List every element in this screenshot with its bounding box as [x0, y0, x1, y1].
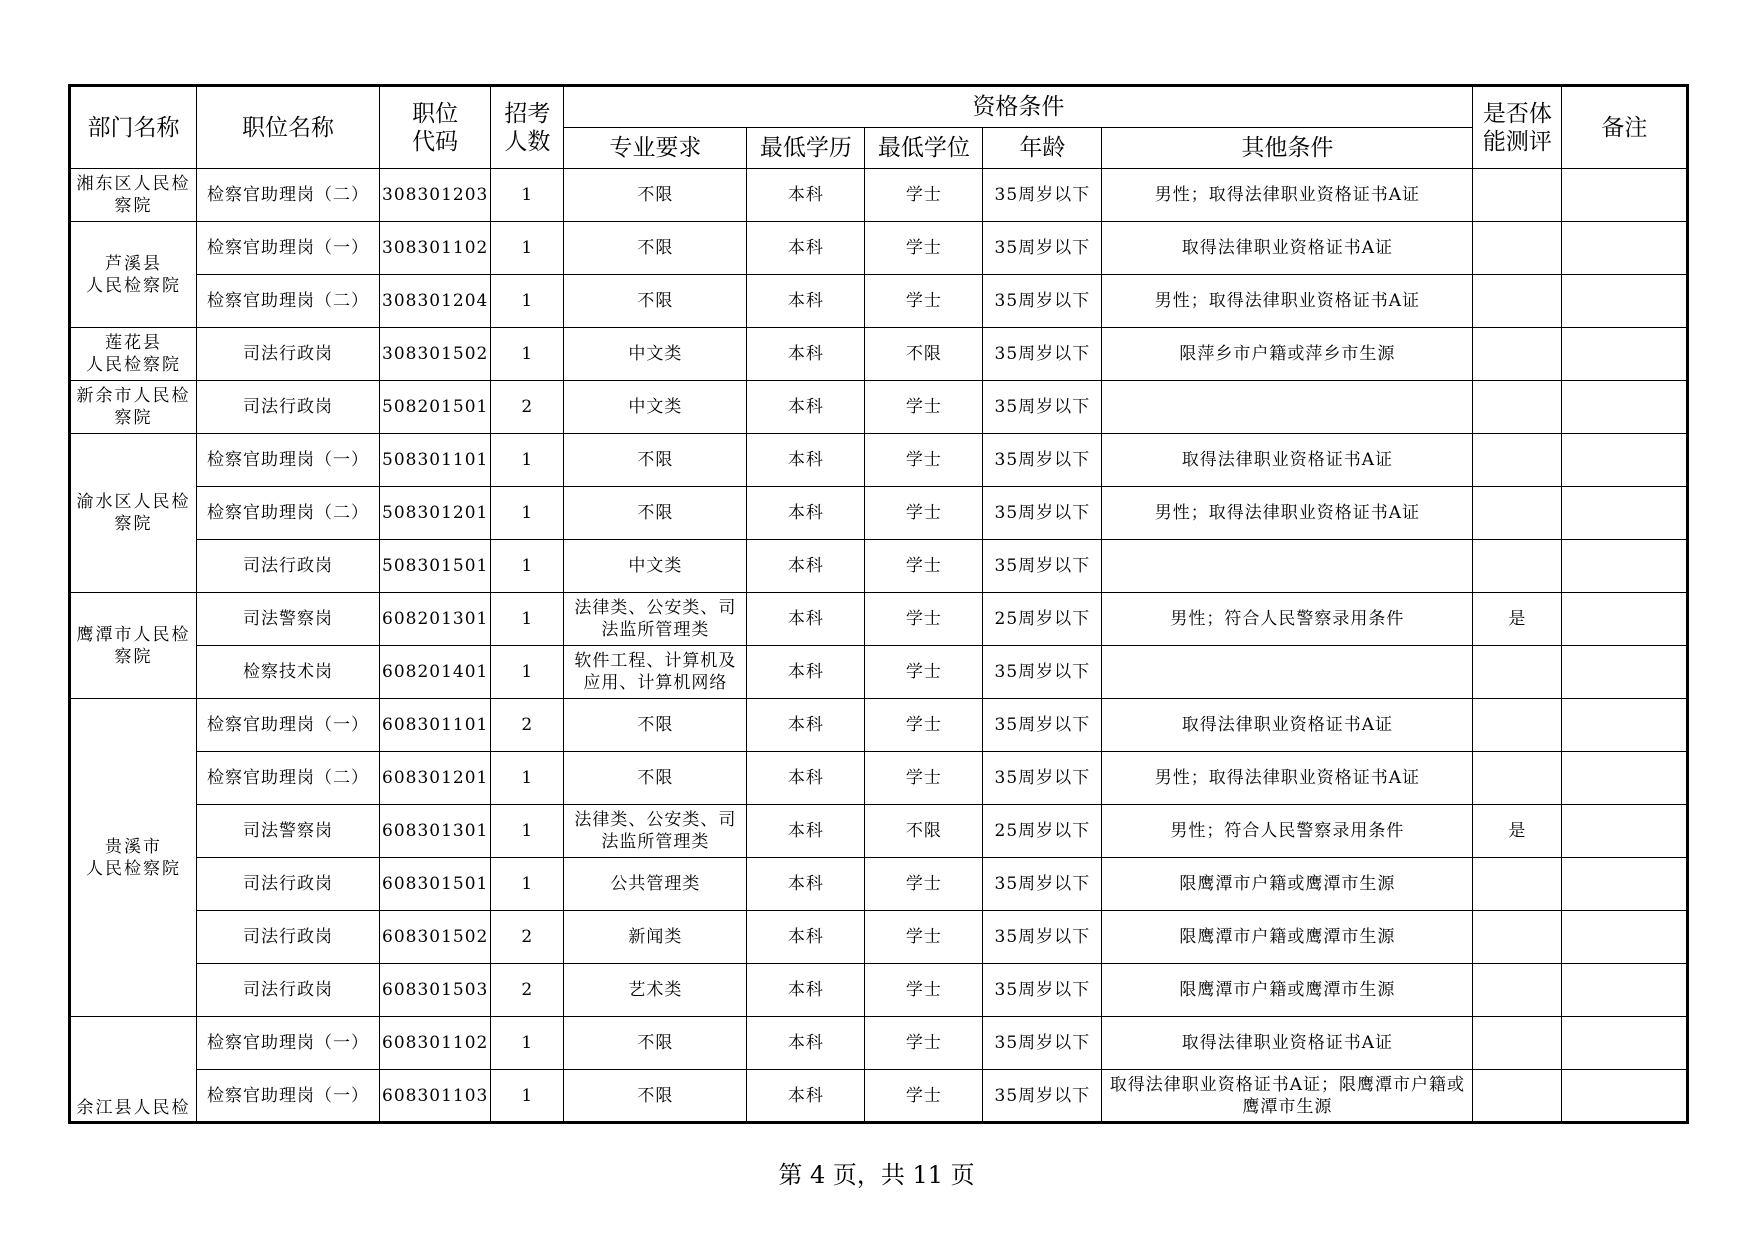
remark-cell — [1562, 593, 1688, 646]
table-row — [70, 858, 1688, 911]
major-cell: 新闻类 — [564, 911, 747, 964]
position-cell: 司法行政岗 — [197, 381, 380, 434]
degree-cell: 不限 — [865, 805, 983, 858]
degree-cell: 学士 — [865, 1070, 983, 1123]
other-conditions-cell: 男性；取得法律职业资格证书A证 — [1102, 169, 1473, 222]
department-cell: 莲花县 人民检察院 — [70, 328, 197, 381]
fitness-test-cell — [1473, 275, 1562, 328]
table-row — [70, 275, 1688, 328]
header-qualification: 资格条件 — [564, 86, 1473, 128]
other-conditions-cell — [1102, 381, 1473, 434]
fitness-test-cell — [1473, 858, 1562, 911]
remark-cell — [1562, 381, 1688, 434]
education-cell: 本科 — [747, 805, 865, 858]
count-cell: 2 — [491, 381, 564, 434]
age-cell: 35周岁以下 — [983, 964, 1102, 1017]
remark-cell — [1562, 1070, 1688, 1123]
header-count: 招考 人数 — [491, 86, 564, 169]
age-cell: 35周岁以下 — [983, 1070, 1102, 1123]
count-cell: 1 — [491, 805, 564, 858]
education-cell: 本科 — [747, 381, 865, 434]
degree-cell: 学士 — [865, 699, 983, 752]
education-cell: 本科 — [747, 328, 865, 381]
remark-cell — [1562, 752, 1688, 805]
major-cell: 中文类 — [564, 381, 747, 434]
remark-cell — [1562, 964, 1688, 1017]
recruitment-table — [68, 84, 1689, 1124]
major-cell: 不限 — [564, 1070, 747, 1123]
degree-cell: 学士 — [865, 752, 983, 805]
count-cell: 1 — [491, 858, 564, 911]
position-cell: 司法警察岗 — [197, 805, 380, 858]
fitness-test-cell — [1473, 964, 1562, 1017]
code-cell: 608301301 — [380, 805, 491, 858]
fitness-test-cell — [1473, 1017, 1562, 1070]
education-cell: 本科 — [747, 593, 865, 646]
remark-cell — [1562, 646, 1688, 699]
education-cell: 本科 — [747, 434, 865, 487]
table-row — [70, 1017, 1688, 1070]
fitness-test-cell — [1473, 699, 1562, 752]
remark-cell — [1562, 222, 1688, 275]
table-body — [70, 169, 1688, 1123]
other-conditions-cell: 取得法律职业资格证书A证；限鹰潭市户籍或鹰潭市生源 — [1102, 1070, 1473, 1123]
other-conditions-cell: 取得法律职业资格证书A证 — [1102, 434, 1473, 487]
position-cell: 检察官助理岗（一） — [197, 699, 380, 752]
remark-cell — [1562, 858, 1688, 911]
count-cell: 2 — [491, 964, 564, 1017]
age-cell: 35周岁以下 — [983, 487, 1102, 540]
department-cell: 鹰潭市人民检察院 — [70, 593, 197, 699]
code-cell: 308301102 — [380, 222, 491, 275]
position-cell: 司法行政岗 — [197, 911, 380, 964]
department-cell: 芦溪县 人民检察院 — [70, 222, 197, 328]
major-cell: 中文类 — [564, 540, 747, 593]
education-cell: 本科 — [747, 752, 865, 805]
education-cell: 本科 — [747, 1017, 865, 1070]
fitness-test-cell — [1473, 540, 1562, 593]
fitness-test-cell — [1473, 169, 1562, 222]
education-cell: 本科 — [747, 858, 865, 911]
other-conditions-cell: 取得法律职业资格证书A证 — [1102, 1017, 1473, 1070]
table-row — [70, 752, 1688, 805]
age-cell: 35周岁以下 — [983, 381, 1102, 434]
header-other: 其他条件 — [1102, 128, 1473, 169]
code-cell: 608301503 — [380, 964, 491, 1017]
degree-cell: 学士 — [865, 540, 983, 593]
age-cell: 25周岁以下 — [983, 593, 1102, 646]
education-cell: 本科 — [747, 964, 865, 1017]
degree-cell: 学士 — [865, 222, 983, 275]
table-row — [70, 646, 1688, 699]
fitness-test-cell — [1473, 1070, 1562, 1123]
position-cell: 检察官助理岗（一） — [197, 1070, 380, 1123]
code-cell: 508301201 — [380, 487, 491, 540]
age-cell: 25周岁以下 — [983, 805, 1102, 858]
department-cell: 渝水区人民检察院 — [70, 434, 197, 593]
code-cell: 508301101 — [380, 434, 491, 487]
major-cell: 公共管理类 — [564, 858, 747, 911]
age-cell: 35周岁以下 — [983, 858, 1102, 911]
count-cell: 1 — [491, 1070, 564, 1123]
other-conditions-cell: 限鹰潭市户籍或鹰潭市生源 — [1102, 964, 1473, 1017]
table-row — [70, 805, 1688, 858]
education-cell: 本科 — [747, 487, 865, 540]
code-cell: 308301203 — [380, 169, 491, 222]
table-row — [70, 1070, 1688, 1123]
position-cell: 司法行政岗 — [197, 858, 380, 911]
header-position: 职位名称 — [197, 86, 380, 169]
age-cell: 35周岁以下 — [983, 646, 1102, 699]
count-cell: 1 — [491, 328, 564, 381]
degree-cell: 学士 — [865, 593, 983, 646]
position-cell: 检察技术岗 — [197, 646, 380, 699]
degree-cell: 不限 — [865, 328, 983, 381]
header-remark: 备注 — [1562, 86, 1688, 169]
major-cell: 不限 — [564, 1017, 747, 1070]
fitness-test-cell — [1473, 328, 1562, 381]
code-cell: 608201301 — [380, 593, 491, 646]
age-cell: 35周岁以下 — [983, 275, 1102, 328]
education-cell: 本科 — [747, 275, 865, 328]
department-cell: 余江县人民检 — [70, 1017, 197, 1123]
position-cell: 检察官助理岗（二） — [197, 752, 380, 805]
table-row — [70, 911, 1688, 964]
age-cell: 35周岁以下 — [983, 434, 1102, 487]
count-cell: 1 — [491, 646, 564, 699]
count-cell: 1 — [491, 487, 564, 540]
degree-cell: 学士 — [865, 964, 983, 1017]
table-row — [70, 964, 1688, 1017]
position-cell: 司法行政岗 — [197, 328, 380, 381]
fitness-test-cell — [1473, 381, 1562, 434]
age-cell: 35周岁以下 — [983, 222, 1102, 275]
remark-cell — [1562, 328, 1688, 381]
table-row — [70, 381, 1688, 434]
degree-cell: 学士 — [865, 911, 983, 964]
other-conditions-cell: 男性；符合人民警察录用条件 — [1102, 805, 1473, 858]
count-cell: 1 — [491, 434, 564, 487]
major-cell: 不限 — [564, 169, 747, 222]
position-cell: 检察官助理岗（一） — [197, 434, 380, 487]
position-cell: 检察官助理岗（二） — [197, 275, 380, 328]
code-cell: 608201401 — [380, 646, 491, 699]
table-row — [70, 169, 1688, 222]
header-degree: 最低学位 — [865, 128, 983, 169]
table-row — [70, 593, 1688, 646]
fitness-test-cell — [1473, 222, 1562, 275]
header-major: 专业要求 — [564, 128, 747, 169]
table-row — [70, 540, 1688, 593]
count-cell: 1 — [491, 222, 564, 275]
fitness-test-cell — [1473, 434, 1562, 487]
code-cell: 508201501 — [380, 381, 491, 434]
major-cell: 法律类、公安类、司法监所管理类 — [564, 805, 747, 858]
remark-cell — [1562, 699, 1688, 752]
other-conditions-cell: 男性；取得法律职业资格证书A证 — [1102, 487, 1473, 540]
fitness-test-cell: 是 — [1473, 593, 1562, 646]
count-cell: 1 — [491, 1017, 564, 1070]
other-conditions-cell: 男性；符合人民警察录用条件 — [1102, 593, 1473, 646]
code-cell: 608301103 — [380, 1070, 491, 1123]
education-cell: 本科 — [747, 699, 865, 752]
major-cell: 不限 — [564, 222, 747, 275]
table-row — [70, 328, 1688, 381]
code-cell: 608301101 — [380, 699, 491, 752]
code-cell: 608301201 — [380, 752, 491, 805]
major-cell: 法律类、公安类、司法监所管理类 — [564, 593, 747, 646]
degree-cell: 学士 — [865, 434, 983, 487]
education-cell: 本科 — [747, 911, 865, 964]
position-cell: 司法行政岗 — [197, 964, 380, 1017]
department-cell: 湘东区人民检察院 — [70, 169, 197, 222]
other-conditions-cell — [1102, 540, 1473, 593]
department-cell: 贵溪市 人民检察院 — [70, 699, 197, 1017]
age-cell: 35周岁以下 — [983, 328, 1102, 381]
count-cell: 1 — [491, 169, 564, 222]
other-conditions-cell: 取得法律职业资格证书A证 — [1102, 699, 1473, 752]
major-cell: 不限 — [564, 434, 747, 487]
code-cell: 608301501 — [380, 858, 491, 911]
header-edu: 最低学历 — [747, 128, 865, 169]
count-cell: 2 — [491, 911, 564, 964]
remark-cell — [1562, 1017, 1688, 1070]
age-cell: 35周岁以下 — [983, 911, 1102, 964]
education-cell: 本科 — [747, 222, 865, 275]
major-cell: 不限 — [564, 699, 747, 752]
age-cell: 35周岁以下 — [983, 699, 1102, 752]
count-cell: 2 — [491, 699, 564, 752]
position-cell: 司法行政岗 — [197, 540, 380, 593]
fitness-test-cell — [1473, 752, 1562, 805]
education-cell: 本科 — [747, 540, 865, 593]
remark-cell — [1562, 169, 1688, 222]
header-age: 年龄 — [983, 128, 1102, 169]
major-cell: 不限 — [564, 487, 747, 540]
count-cell: 1 — [491, 540, 564, 593]
remark-cell — [1562, 487, 1688, 540]
degree-cell: 学士 — [865, 169, 983, 222]
count-cell: 1 — [491, 752, 564, 805]
other-conditions-cell: 限萍乡市户籍或萍乡市生源 — [1102, 328, 1473, 381]
major-cell: 不限 — [564, 752, 747, 805]
other-conditions-cell: 男性；取得法律职业资格证书A证 — [1102, 752, 1473, 805]
department-cell: 新余市人民检察院 — [70, 381, 197, 434]
code-cell: 608301102 — [380, 1017, 491, 1070]
position-cell: 检察官助理岗（一） — [197, 1017, 380, 1070]
remark-cell — [1562, 434, 1688, 487]
degree-cell: 学士 — [865, 858, 983, 911]
code-cell: 308301502 — [380, 328, 491, 381]
fitness-test-cell — [1473, 911, 1562, 964]
major-cell: 软件工程、计算机及应用、计算机网络 — [564, 646, 747, 699]
code-cell: 508301501 — [380, 540, 491, 593]
fitness-test-cell — [1473, 487, 1562, 540]
major-cell: 中文类 — [564, 328, 747, 381]
table-row — [70, 699, 1688, 752]
other-conditions-cell: 取得法律职业资格证书A证 — [1102, 222, 1473, 275]
header-code: 职位 代码 — [380, 86, 491, 169]
age-cell: 35周岁以下 — [983, 752, 1102, 805]
fitness-test-cell — [1473, 646, 1562, 699]
remark-cell — [1562, 805, 1688, 858]
page-footer: 第 4 页，共 11 页 — [778, 1161, 975, 1189]
other-conditions-cell: 男性；取得法律职业资格证书A证 — [1102, 275, 1473, 328]
degree-cell: 学士 — [865, 646, 983, 699]
remark-cell — [1562, 911, 1688, 964]
education-cell: 本科 — [747, 646, 865, 699]
position-cell: 司法警察岗 — [197, 593, 380, 646]
code-cell: 308301204 — [380, 275, 491, 328]
age-cell: 35周岁以下 — [983, 1017, 1102, 1070]
major-cell: 不限 — [564, 275, 747, 328]
table-row — [70, 434, 1688, 487]
header-fitness: 是否体 能测评 — [1473, 86, 1562, 169]
degree-cell: 学士 — [865, 275, 983, 328]
other-conditions-cell — [1102, 646, 1473, 699]
age-cell: 35周岁以下 — [983, 540, 1102, 593]
position-cell: 检察官助理岗（一） — [197, 222, 380, 275]
header-dept: 部门名称 — [70, 86, 197, 169]
other-conditions-cell: 限鹰潭市户籍或鹰潭市生源 — [1102, 858, 1473, 911]
position-cell: 检察官助理岗（二） — [197, 169, 380, 222]
count-cell: 1 — [491, 593, 564, 646]
remark-cell — [1562, 275, 1688, 328]
table-row — [70, 222, 1688, 275]
other-conditions-cell: 限鹰潭市户籍或鹰潭市生源 — [1102, 911, 1473, 964]
count-cell: 1 — [491, 275, 564, 328]
degree-cell: 学士 — [865, 381, 983, 434]
fitness-test-cell: 是 — [1473, 805, 1562, 858]
degree-cell: 学士 — [865, 487, 983, 540]
remark-cell — [1562, 540, 1688, 593]
education-cell: 本科 — [747, 169, 865, 222]
education-cell: 本科 — [747, 1070, 865, 1123]
major-cell: 艺术类 — [564, 964, 747, 1017]
code-cell: 608301502 — [380, 911, 491, 964]
table-row — [70, 487, 1688, 540]
degree-cell: 学士 — [865, 1017, 983, 1070]
age-cell: 35周岁以下 — [983, 169, 1102, 222]
position-cell: 检察官助理岗（二） — [197, 487, 380, 540]
